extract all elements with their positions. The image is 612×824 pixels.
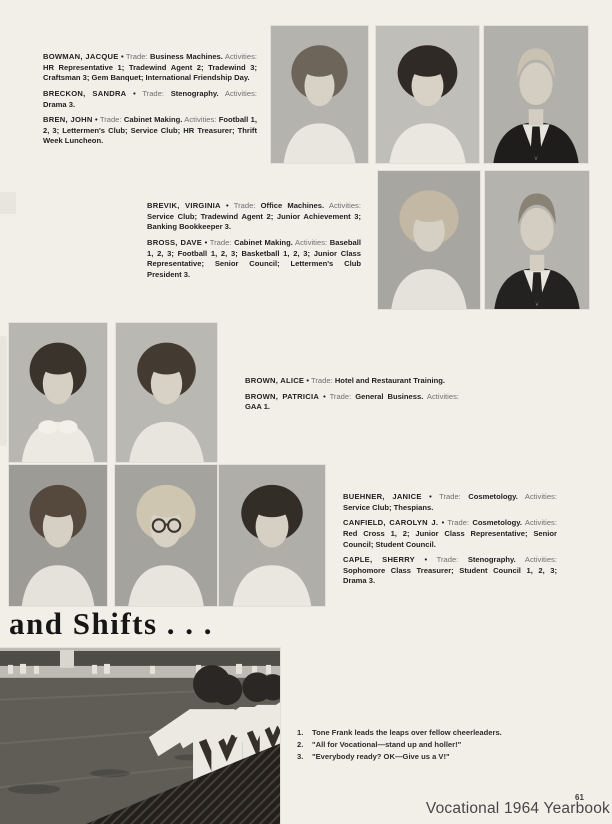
- bullet-separator: •: [323, 391, 326, 401]
- activities-value: Football 1, 2, 3; Lettermen's Club; Service Club; HR Treasurer; Thrift Week Luncheon.: [43, 115, 257, 146]
- student-name: BREVIK, VIRGINIA: [147, 201, 221, 210]
- trade-value: Stenography.: [170, 88, 219, 98]
- trade-label: Trade:: [447, 518, 470, 528]
- student-entry-bross: [147, 238, 361, 281]
- bullet-separator: •: [120, 52, 124, 61]
- student-entry-caple: [343, 555, 557, 587]
- student-name: BROSS, DAVE: [147, 237, 203, 247]
- bullet-separator: •: [429, 492, 432, 501]
- portrait-photo-1: [271, 26, 368, 163]
- trade-value: General Business.: [355, 391, 424, 401]
- student-name: BUEHNER, JANICE: [343, 492, 422, 501]
- bullet-separator: •: [306, 376, 310, 385]
- activities-label: Activities:: [224, 88, 257, 98]
- scan-ghost-mark: [0, 192, 16, 214]
- student-entry-buehner: [343, 492, 557, 513]
- section-heading: and Shifts . . .: [9, 606, 214, 641]
- student-name: BROWN, ALICE: [245, 376, 305, 385]
- trade-label: Trade:: [329, 391, 352, 401]
- activities-value: Baseball 1, 2, 3; Football 1, 2, 3; Basketball 1, 2, 3; Junior Class Representative; Senior Council; Lettermen's Club President 3.: [147, 237, 361, 279]
- page-number: 61: [575, 793, 584, 802]
- student-entry-breckon: [43, 89, 257, 110]
- student-entries-block-1: [43, 52, 257, 152]
- activities-label: Activities:: [524, 555, 557, 565]
- trade-label: Trade:: [99, 115, 122, 125]
- watermark-text: Vocational 1964 Yearbook: [425, 800, 610, 817]
- student-entries-block-2: [147, 201, 361, 285]
- portrait-photo-10: [219, 465, 325, 606]
- activities-label: Activities:: [524, 492, 557, 501]
- student-name: BREN, JOHN: [43, 115, 93, 125]
- trade-value: Cabinet Making.: [234, 237, 293, 247]
- student-entry-canfield: [343, 518, 557, 550]
- trade-value: Business Machines.: [150, 52, 223, 61]
- photo-caption: [297, 751, 577, 763]
- portrait-photo-4: [378, 171, 480, 309]
- caption-text: "All for Vocational—stand up and holler!": [312, 740, 462, 749]
- bullet-separator: •: [441, 518, 445, 528]
- activities-value: Sophomore Class Treasurer; Student Council 1, 2, 3; Drama 3.: [343, 565, 557, 586]
- student-name: BOWMAN, JACQUE: [43, 52, 119, 61]
- student-entry-brown-alice: [245, 376, 459, 387]
- student-name: CAPLE, SHERRY: [343, 555, 415, 565]
- portrait-photo-8: [9, 465, 107, 606]
- activities-value: Red Cross 1, 2; Junior Class Representative; Senior Council; Student Council.: [343, 528, 557, 549]
- portrait-photo-9: [115, 465, 217, 606]
- caption-number: 1.: [297, 728, 304, 737]
- activities-label: Activities:: [328, 201, 361, 210]
- trade-value: Office Machines.: [260, 201, 325, 210]
- portrait-photo-5: [485, 171, 589, 309]
- trade-label: Trade:: [142, 88, 164, 98]
- activities-label: Activities:: [524, 518, 557, 528]
- bullet-separator: •: [133, 88, 136, 98]
- trade-label: Trade:: [439, 492, 461, 501]
- bullet-separator: •: [226, 201, 229, 210]
- activities-label: Activities:: [224, 52, 257, 61]
- activities-label: Activities:: [295, 237, 328, 247]
- trade-label: Trade:: [233, 201, 256, 210]
- portrait-photo-7: [116, 323, 217, 462]
- portrait-photo-6: [9, 323, 107, 462]
- activities-value: HR Representative 1; Tradewind Agent 2; Tradewind 3; Craftsman 3; Gem Banquet; International Friendship Day.: [43, 62, 257, 83]
- portrait-photo-3: [484, 26, 588, 163]
- trade-label: Trade:: [209, 237, 232, 247]
- activities-value: Drama 3.: [43, 99, 76, 109]
- trade-value: Hotel and Restaurant Training.: [334, 376, 445, 385]
- student-name: BRECKON, SANDRA: [43, 88, 127, 98]
- activities-value: Service Club; Thespians.: [343, 502, 434, 512]
- photo-caption: [297, 727, 577, 739]
- bullet-separator: •: [94, 115, 98, 125]
- student-entries-block-4: [343, 492, 557, 592]
- trade-label: Trade:: [125, 52, 148, 61]
- student-name: BROWN, PATRICIA: [245, 391, 320, 401]
- trade-value: Cosmetology.: [468, 492, 518, 501]
- photo-caption: [297, 739, 577, 751]
- student-entry-brevik: [147, 201, 361, 233]
- student-name: CANFIELD, CAROLYN J.: [343, 518, 439, 528]
- student-entry-brown-patricia: [245, 392, 459, 413]
- photo-caption-list: [297, 727, 577, 763]
- bullet-separator: •: [424, 555, 428, 565]
- trade-label: Trade:: [311, 376, 333, 385]
- caption-text: "Everybody ready? OK—Give us a V!": [312, 752, 450, 761]
- trade-label: Trade:: [436, 555, 459, 565]
- activities-value: GAA 1.: [245, 402, 271, 412]
- activities-label: Activities:: [426, 391, 459, 401]
- caption-number: 3.: [297, 752, 304, 761]
- trade-value: Stenography.: [467, 555, 516, 565]
- portrait-photo-2: [376, 26, 479, 163]
- caption-text: Tone Frank leads the leaps over fellow cheerleaders.: [312, 728, 502, 737]
- student-entry-bowman: [43, 52, 257, 84]
- cheerleaders-action-photo: [0, 648, 280, 824]
- student-entry-bren: [43, 115, 257, 147]
- student-entries-block-3: [245, 376, 459, 418]
- trade-value: Cosmetology.: [472, 518, 523, 528]
- activities-label: Activities:: [184, 115, 217, 125]
- bullet-separator: •: [204, 237, 208, 247]
- caption-number: 2.: [297, 740, 304, 749]
- activities-value: Service Club; Tradewind Agent 2; Junior Achievement 3; Banking Bookkeeper 3.: [147, 211, 361, 232]
- scan-ghost-mark: [0, 336, 7, 446]
- trade-value: Cabinet Making.: [123, 115, 183, 125]
